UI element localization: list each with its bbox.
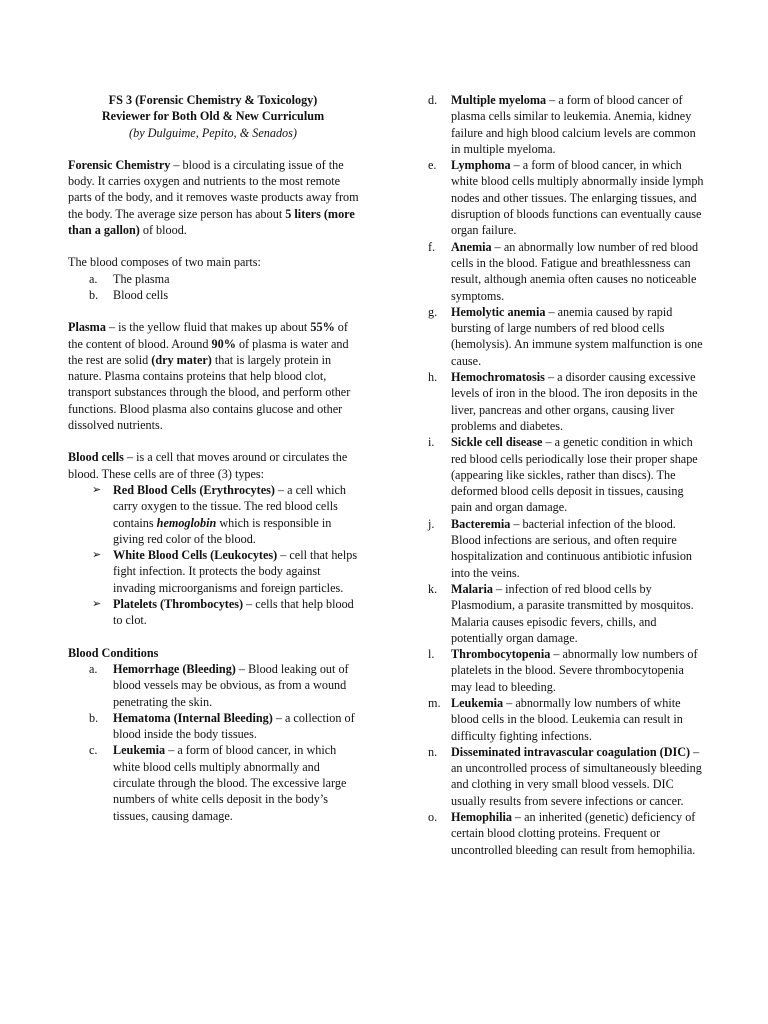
condition-text: – a form of blood cancer, in which white blood cells multiply abnormally inside lymph nodes and other tissues. The enlarging tissues, and disruption of bloods functions can eventually cause organ failure. bbox=[451, 158, 704, 238]
list-marker: n. bbox=[428, 744, 438, 759]
list-item bbox=[68, 742, 364, 823]
list-item bbox=[428, 516, 706, 581]
list-item bbox=[428, 809, 706, 858]
condition-text: – anemia caused by rapid bursting of large numbers of red blood cells (hemolysis). An immune system malfunction is one cause. bbox=[451, 304, 703, 368]
condition-text: – bacterial infection of the blood. Blood infections are serious, and often require hospitalization and continuous antibiotic infusion into the veins. bbox=[451, 516, 693, 580]
condition-text: – an inherited (genetic) deficiency of certain blood clotting proteins. Frequent or uncontrolled bleeding can result from hemophilia. bbox=[451, 810, 696, 857]
condition-term: Multiple myeloma bbox=[451, 93, 547, 107]
condition-term: Anemia bbox=[451, 239, 492, 254]
list-marker: a. bbox=[89, 271, 98, 286]
rbc-text: – a cell which carry oxygen to the tissue. The red blood cells contains bbox=[113, 482, 346, 530]
list-marker: g. bbox=[428, 304, 438, 319]
list-marker: j. bbox=[428, 516, 435, 531]
blood-parts-intro: The blood composes of two main parts: bbox=[68, 255, 261, 270]
list-marker: a. bbox=[89, 661, 98, 676]
condition-term: Hemorrhage (Bleeding) bbox=[113, 661, 236, 676]
title-block bbox=[62, 92, 364, 141]
blood-conditions-list-right bbox=[428, 92, 706, 858]
plasma-text: of the content of blood. Around bbox=[68, 320, 348, 351]
condition-term: Leukemia bbox=[451, 695, 504, 710]
plasma-text: – is the yellow fluid that makes up about bbox=[105, 320, 311, 335]
list-item bbox=[428, 744, 706, 809]
condition-text: – Blood leaking out of blood vessels may be obvious, as from a wound penetrating the skin. bbox=[113, 661, 349, 709]
condition-term: Hemolytic anemia bbox=[451, 304, 546, 319]
list-item bbox=[428, 695, 706, 744]
list-item bbox=[68, 596, 364, 629]
condition-text: – abnormally low numbers of platelets in the blood. Severe thrombocytopenia may lead to bleeding. bbox=[451, 647, 698, 694]
list-item bbox=[428, 646, 706, 695]
condition-text: – a form of blood cancer, in which white blood cells multiply abnormally and circulate through the blood. The excessive large numbers of white cells deposit in the body’s tissues, causing damage. bbox=[113, 743, 347, 823]
platelets-term: Platelets (Thrombocytes) bbox=[113, 597, 244, 612]
document-subtitle: Reviewer for Both Old & New Curriculum bbox=[101, 109, 325, 124]
document-title: FS 3 (Forensic Chemistry & Toxicology) bbox=[108, 93, 318, 107]
condition-text: – a disorder causing excessive levels of iron in the blood. The iron deposits in the liver, pancreas and other organs, causing liver problems and diabetes. bbox=[451, 370, 698, 433]
condition-text: – a collection of blood inside the body tissues. bbox=[113, 710, 355, 742]
condition-term: Disseminated intravascular coagulation (DIC) bbox=[451, 744, 691, 759]
blood-cells-term: Blood cells bbox=[68, 450, 124, 465]
list-item bbox=[68, 547, 364, 596]
condition-text: – an uncontrolled process of simultaneously bleeding and clothing in very small blood vessels. DIC usually results from severe infections or cancer. bbox=[451, 744, 702, 808]
forensic-text-2: of blood. bbox=[139, 223, 187, 238]
section-heading: Blood Conditions bbox=[68, 645, 159, 660]
blood-cell-types-list bbox=[68, 482, 364, 629]
rbc-term: Red Blood Cells (Erythrocytes) bbox=[113, 482, 275, 497]
document-authors: (by Dulguime, Pepito, & Senados) bbox=[129, 125, 297, 140]
list-item-text: The plasma bbox=[113, 271, 170, 286]
list-marker: d. bbox=[428, 93, 438, 107]
plasma-text: that is largely protein in nature. Plasma contains proteins that help blood clot, transport substances through the blood, and perform other functions. Blood plasma also contains glucose and other dissolved nutrients. bbox=[68, 352, 351, 433]
forensic-text-1: – blood is a circulating issue of the body. It carries oxygen and nutrients to the most remote parts of the body, and it removes waste products away from the body. The average size person has about bbox=[68, 157, 359, 221]
list-marker: m. bbox=[428, 695, 441, 710]
list-marker: b. bbox=[89, 287, 99, 302]
list-marker: h. bbox=[428, 370, 438, 385]
plasma-paragraph bbox=[68, 319, 364, 433]
forensic-volume: 5 liters (more than a gallon) bbox=[68, 206, 355, 238]
list-item bbox=[428, 581, 706, 646]
condition-term: Lymphoma bbox=[451, 158, 511, 173]
list-marker: c. bbox=[89, 743, 98, 758]
condition-text: – a form of blood cancer of plasma cells similar to leukemia. Anemia, kidney failure and high blood calcium levels are common in multiple myeloma. bbox=[451, 93, 696, 156]
left-column bbox=[68, 92, 364, 824]
condition-text: – infection of red blood cells by Plasmodium, a parasite transmitted by mosquitos. Malaria causes episodic fevers, chills, and potentially organ damage. bbox=[451, 581, 694, 645]
plasma-percent: 55% bbox=[310, 320, 335, 335]
plasma-dry-matter: (dry mater) bbox=[151, 352, 212, 367]
condition-text: – a genetic condition in which red blood cells periodically lose their proper shape (appearing like sickles, rather than discs). The deformed blood cells deposit in tissues, causing pain and organ damage. bbox=[451, 435, 698, 515]
arrow-bullet-icon: ➢ bbox=[92, 549, 102, 562]
arrow-bullet-icon: ➢ bbox=[92, 598, 102, 611]
blood-cells-paragraph bbox=[68, 449, 364, 482]
blood-cells-text: – is a cell that moves around or circulates the blood. These cells are of three (3) types: bbox=[68, 450, 348, 481]
list-item bbox=[68, 482, 364, 547]
forensic-chemistry-paragraph bbox=[68, 157, 364, 238]
condition-term: Hemophilia bbox=[451, 810, 512, 825]
list-item bbox=[428, 369, 706, 434]
platelets-text: – cells that help blood to clot. bbox=[113, 597, 354, 628]
wbc-term: White Blood Cells (Leukocytes) bbox=[113, 548, 278, 563]
plasma-term: Plasma bbox=[68, 320, 106, 335]
forensic-chemistry-term: Forensic Chemistry bbox=[68, 157, 171, 172]
condition-term: Sickle cell disease bbox=[451, 435, 543, 450]
list-marker: e. bbox=[428, 158, 437, 173]
list-item bbox=[428, 157, 706, 238]
list-item bbox=[428, 434, 706, 515]
list-item-text: Blood cells bbox=[113, 287, 169, 302]
arrow-bullet-icon: ➢ bbox=[92, 483, 102, 496]
wbc-text: – cell that helps fight infection. It protects the body against invading microorganisms and foreign particles. bbox=[113, 548, 358, 595]
rbc-text: which is responsible in giving red color of the blood. bbox=[113, 515, 332, 546]
hemoglobin-term: hemoglobin bbox=[156, 515, 217, 530]
list-item bbox=[428, 304, 706, 369]
list-marker: b. bbox=[89, 710, 99, 725]
list-marker: l. bbox=[428, 647, 435, 662]
condition-text: – abnormally low numbers of white blood cells in the blood. Leukemia can result in difficulty fighting infections. bbox=[451, 695, 683, 743]
condition-text: – an abnormally low number of red blood cells in the blood. Fatigue and breathlessness can result, although anemia often causes no noticeable symptoms. bbox=[451, 239, 699, 303]
condition-term: Malaria bbox=[451, 581, 493, 596]
plasma-water-percent: 90% bbox=[211, 336, 236, 351]
list-marker: k. bbox=[428, 581, 438, 596]
list-marker: o. bbox=[428, 810, 438, 825]
right-column bbox=[428, 92, 706, 858]
plasma-text: of plasma is water and the rest are solid bbox=[68, 336, 349, 367]
list-marker: f. bbox=[428, 239, 436, 254]
blood-conditions-heading bbox=[68, 645, 364, 661]
condition-term: Hematoma (Internal Bleeding) bbox=[113, 710, 273, 725]
list-item bbox=[428, 92, 706, 157]
condition-term: Bacteremia bbox=[451, 516, 511, 531]
blood-conditions-list-left bbox=[68, 661, 364, 824]
list-item bbox=[68, 287, 364, 303]
list-item bbox=[68, 271, 364, 287]
list-item bbox=[428, 239, 706, 304]
condition-term: Thrombocytopenia bbox=[451, 647, 551, 662]
blood-parts-list bbox=[68, 271, 364, 304]
condition-term: Hemochromatosis bbox=[451, 370, 545, 385]
list-item bbox=[68, 710, 364, 743]
list-marker: i. bbox=[428, 435, 435, 450]
condition-term: Leukemia bbox=[113, 743, 166, 758]
list-item bbox=[68, 661, 364, 710]
